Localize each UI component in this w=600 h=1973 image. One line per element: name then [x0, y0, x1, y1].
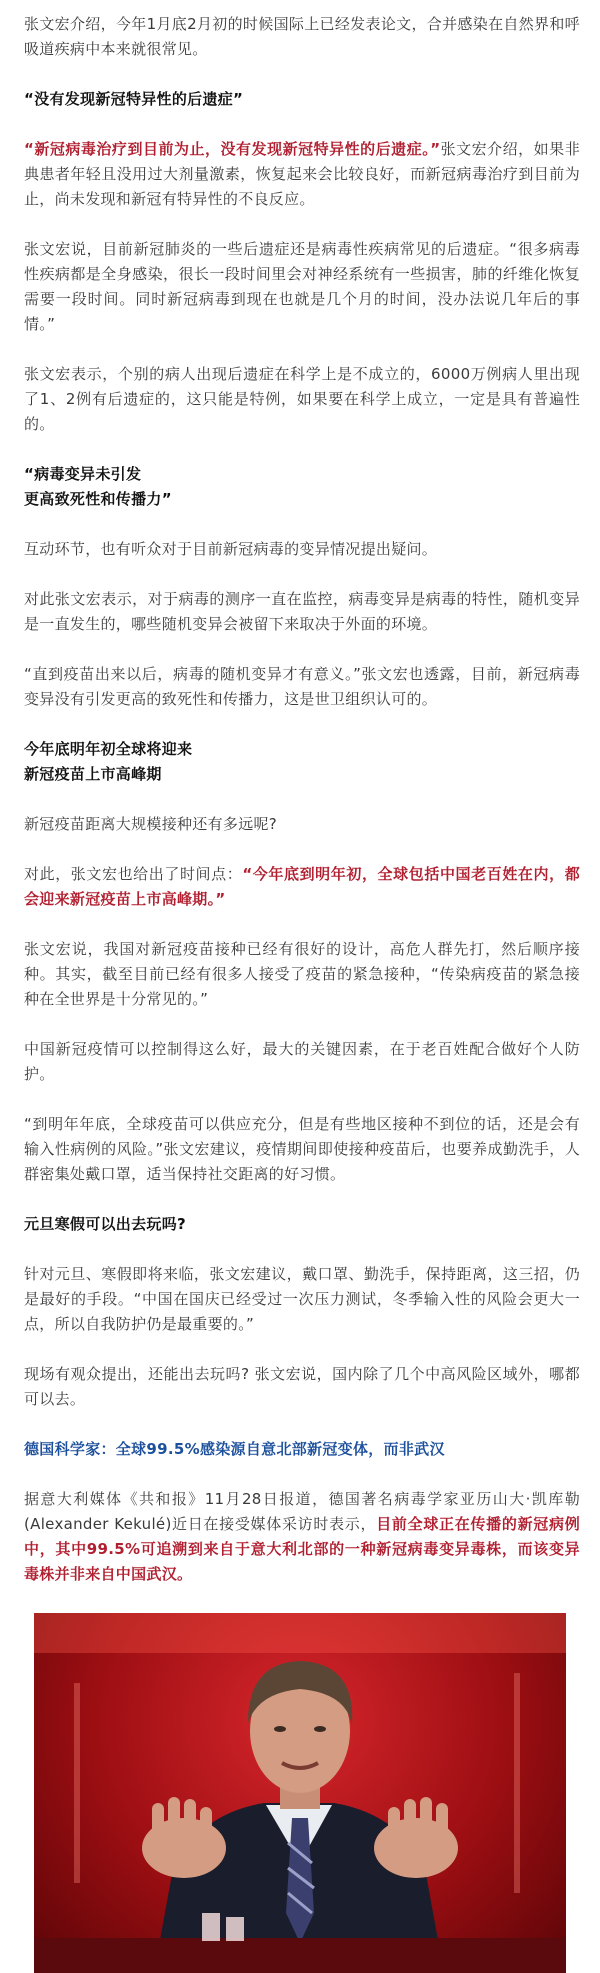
paragraph: 张文宏说，我国对新冠疫苗接种已经有很好的设计，高危人群先打，然后顺序接种。其实，截至目前已经有很多人接受了疫苗的紧急接种，“传染病疫苗的紧急接种在全世界是十分常见的。”	[24, 940, 580, 1008]
photo-container	[24, 1613, 580, 1973]
paragraph: 张文宏说，目前新冠肺炎的一些后遗症还是病毒性疾病常见的后遗症。“很多病毒性疾病都是全身感染，很长一段时间里会对神经系统有一些损害，肺的纤维化恢复需要一段时间。同时新冠病毒到现在也就是几个月的时间，没办法说几年后的事情。”	[24, 240, 580, 333]
paragraph: 张文宏表示，个别的病人出现后遗症在科学上是不成立的，6000万例病人里出现了1、2例有后遗症的，这只能是特例，如果要在科学上成立，一定是具有普遍性的。	[24, 365, 580, 433]
paragraph-text: 张文宏介绍，如果非典患者年轻且没用过大剂量激素，恢复起来会比较良好，而新冠病毒治疗到目前为止，尚未发现和新冠有特异性的不良反应。	[24, 140, 580, 208]
paragraph-text: 据意大利媒体《共和报》11月28日报道，德国著名病毒学家亚历山大·凯库勒(Alexander Kekulé)近日在接受媒体采访时表示，	[24, 1490, 580, 1533]
section-heading	[24, 462, 580, 512]
paragraph: 现场有观众提出，还能出去玩吗? 张文宏说，国内除了几个中高风险区域外，哪都可以去。	[24, 1365, 580, 1408]
heading-line: 更高致死性和传播力”	[24, 490, 172, 508]
paragraph: 互动环节，也有听众对于目前新冠病毒的变异情况提出疑问。	[24, 540, 438, 558]
highlight-statement: 目前全球正在传播的新冠病例中，其中99.5%可追溯到来自于意大利北部的一种新冠病毒变异毒株，而该变异毒株并非来自中国武汉。	[24, 1515, 581, 1583]
blue-subheading: 德国科学家：全球99.5%感染源自意北部新冠变体，而非武汉	[24, 1440, 445, 1458]
paragraph: 对此张文宏表示，对于病毒的测序一直在监控，病毒变异是病毒的特性，随机变异是一直发生的，哪些随机变异会被留下来取决于外面的环境。	[24, 590, 580, 633]
paragraph: “到明年年底，全球疫苗可以供应充分，但是有些地区接种不到位的话，还是会有输入性病例的风险。”张文宏建议，疫情期间即使接种疫苗后，也要养成勤洗手，人群密集处戴口罩，适当保持社交距离的好习惯。	[24, 1115, 580, 1183]
desk	[34, 1938, 566, 1973]
section-heading: 元旦寒假可以出去玩吗?	[24, 1215, 187, 1233]
left-hand	[142, 1797, 226, 1878]
paragraph-text: 对此，张文宏也给出了时间点：	[24, 865, 243, 883]
speaker-illustration	[34, 1613, 566, 1973]
paragraph: “直到疫苗出来以后，病毒的随机变异才有意义。”张文宏也透露，目前，新冠病毒变异没有引发更高的致死性和传播力，这是世卫组织认可的。	[24, 665, 580, 708]
paragraph	[24, 862, 580, 912]
section-heading: “没有发现新冠特异性的后遗症”	[24, 90, 244, 108]
paragraph: 张文宏介绍，今年1月底2月初的时候国际上已经发表论文，合并感染在自然界和呼吸道疾病中本来就很常见。	[24, 15, 580, 58]
scientist-photo	[34, 1613, 566, 1973]
highlight-quote: “今年底到明年初，全球包括中国老百姓在内，都会迎来新冠疫苗上市高峰期。”	[24, 865, 581, 908]
paragraph: 新冠疫苗距离大规模接种还有多远呢?	[24, 815, 278, 833]
heading-line: 今年底明年初全球将迎来	[24, 740, 193, 758]
heading-line: 新冠疫苗上市高峰期	[24, 765, 162, 783]
section-heading	[24, 737, 580, 787]
paragraph: 中国新冠疫情可以控制得这么好，最大的关键因素，在于老百姓配合做好个人防护。	[24, 1040, 580, 1083]
heading-line: “病毒变异未引发	[24, 465, 142, 483]
paragraph	[24, 1487, 580, 1587]
highlight-quote: “新冠病毒治疗到目前为止，没有发现新冠特异性的后遗症。”	[24, 140, 441, 158]
paragraph: 针对元旦、寒假即将来临，张文宏建议，戴口罩、勤洗手，保持距离，这三招，仍是最好的手段。“中国在国庆已经受过一次压力测试，冬季输入性的风险会更大一点，所以自我防护仍是最重要的。”	[24, 1265, 580, 1333]
paragraph	[24, 137, 580, 212]
right-hand	[374, 1797, 458, 1878]
